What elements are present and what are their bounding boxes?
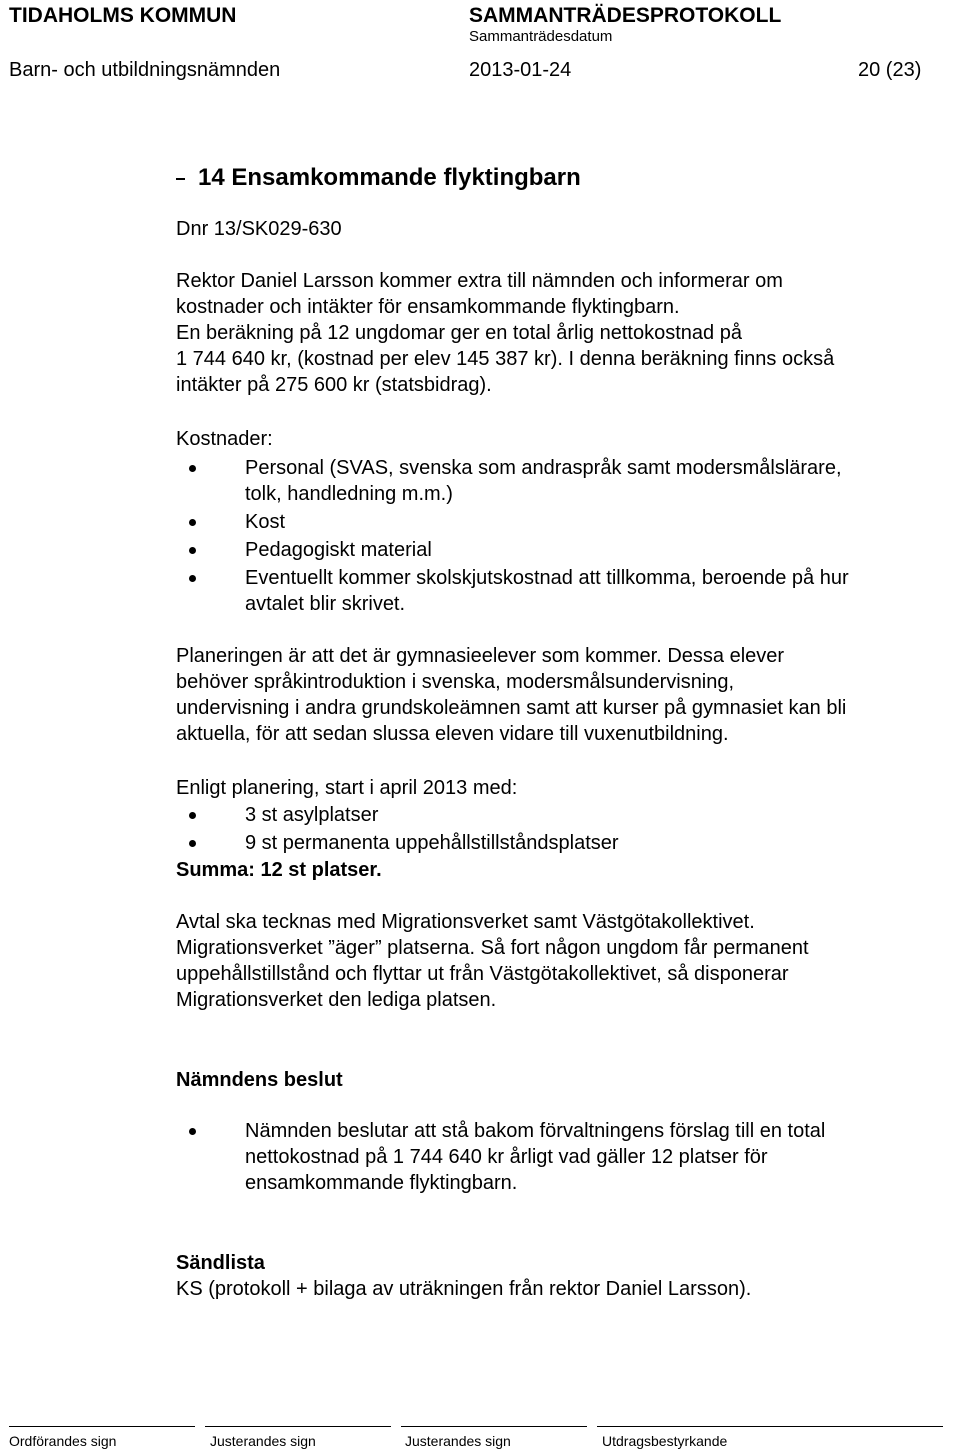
list-item xyxy=(176,802,946,828)
planning-line: undervisning i andra grundskoleämnen samt att kurser på gymnasiet kan bli xyxy=(176,697,847,719)
signature-label-chair: Ordförandes sign xyxy=(9,1433,117,1449)
list-item-text: tolk, handledning m.m.) xyxy=(245,483,453,505)
costs-label: Kostnader: xyxy=(176,428,273,450)
distribution-text: KS (protokoll + bilaga av uträkningen från rektor Daniel Larsson). xyxy=(176,1278,752,1300)
meeting-date: 2013-01-24 xyxy=(469,59,572,81)
places-list xyxy=(176,802,946,858)
distribution-heading: Sändlista xyxy=(176,1252,265,1274)
list-item xyxy=(176,830,946,856)
list-item xyxy=(176,537,946,563)
intro-line: intäkter på 275 600 kr (statsbidrag). xyxy=(176,374,492,396)
municipality-name: TIDAHOLMS KOMMUN xyxy=(9,4,237,27)
decision-heading: Nämndens beslut xyxy=(176,1069,343,1091)
bullet-icon xyxy=(189,1128,196,1135)
signature-label-certification: Utdragsbestyrkande xyxy=(602,1433,728,1449)
agreement-line: Migrationsverket ”äger” platserna. Så fort någon ungdom får permanent xyxy=(176,937,809,959)
list-item-text: avtalet blir skrivet. xyxy=(245,593,406,615)
signature-line xyxy=(9,1426,195,1427)
intro-line: 1 744 640 kr, (kostnad per elev 145 387 kr). I denna beräkning finns också xyxy=(176,348,835,370)
signature-label-adjuster: Justerandes sign xyxy=(210,1433,316,1449)
planning-line: behöver språkintroduktion i svenska, modersmålsundervisning, xyxy=(176,671,735,693)
costs-list xyxy=(176,455,946,619)
page-number: 20 (23) xyxy=(858,59,922,81)
list-item-text: Pedagogiskt material xyxy=(245,539,432,561)
signature-line xyxy=(597,1426,943,1427)
list-item xyxy=(176,1118,946,1196)
signature-line xyxy=(205,1426,391,1427)
planning-line: aktuella, för att sedan slussa eleven vidare till vuxenutbildning. xyxy=(176,723,729,745)
list-item-text: 3 st asylplatser xyxy=(245,804,379,826)
start-label: Enligt planering, start i april 2013 med: xyxy=(176,777,518,799)
agreement-paragraph xyxy=(176,909,946,1013)
title-bullet-rule xyxy=(176,178,185,180)
list-item-text: Kost xyxy=(245,511,286,533)
signature-label-adjuster: Justerandes sign xyxy=(405,1433,511,1449)
list-item-text: Nämnden beslutar att stå bakom förvaltningens förslag till en total xyxy=(245,1120,826,1142)
bullet-icon xyxy=(189,840,196,847)
list-item-text: Eventuellt kommer skolskjutskostnad att tillkomma, beroende på hur xyxy=(245,567,849,589)
decision-list xyxy=(176,1118,946,1198)
planning-line: Planeringen är att det är gymnasieelever som kommer. Dessa elever xyxy=(176,645,785,667)
list-item-text: 9 st permanenta uppehållstillståndsplatser xyxy=(245,832,619,854)
bullet-icon xyxy=(189,812,196,819)
list-item-text: Personal (SVAS, svenska som andraspråk samt modersmålslärare, xyxy=(245,457,842,479)
list-item xyxy=(176,509,946,535)
intro-paragraph xyxy=(176,268,946,398)
bullet-icon xyxy=(189,465,196,472)
committee-name: Barn- och utbildningsnämnden xyxy=(9,59,281,81)
bullet-icon xyxy=(189,575,196,582)
intro-line: kostnader och intäkter för ensamkommande flyktingbarn. xyxy=(176,296,680,318)
agreement-line: Migrationsverket den lediga platsen. xyxy=(176,989,497,1011)
bullet-icon xyxy=(189,519,196,526)
list-item xyxy=(176,455,946,507)
document-type: SAMMANTRÄDESPROTOKOLL xyxy=(469,4,782,27)
list-item xyxy=(176,565,946,617)
list-item-text: nettokostnad på 1 744 640 kr årligt vad gäller 12 platser för xyxy=(245,1146,768,1168)
planning-paragraph xyxy=(176,643,946,747)
agreement-line: Avtal ska tecknas med Migrationsverket samt Västgötakollektivet. xyxy=(176,911,755,933)
diary-number: Dnr 13/SK029-630 xyxy=(176,218,342,240)
section-title: 14 Ensamkommande flyktingbarn xyxy=(198,164,581,191)
signature-line xyxy=(401,1426,587,1427)
intro-line: En beräkning på 12 ungdomar ger en total årlig nettokostnad på xyxy=(176,322,742,344)
agreement-line: uppehållstillstånd och flyttar ut från Västgötakollektivet, så disponerar xyxy=(176,963,789,985)
list-item-text: ensamkommande flyktingbarn. xyxy=(245,1172,518,1194)
date-label: Sammanträdesdatum xyxy=(469,28,613,45)
bullet-icon xyxy=(189,547,196,554)
intro-line: Rektor Daniel Larsson kommer extra till nämnden och informerar om xyxy=(176,270,783,292)
sum-line: Summa: 12 st platser. xyxy=(176,859,382,881)
